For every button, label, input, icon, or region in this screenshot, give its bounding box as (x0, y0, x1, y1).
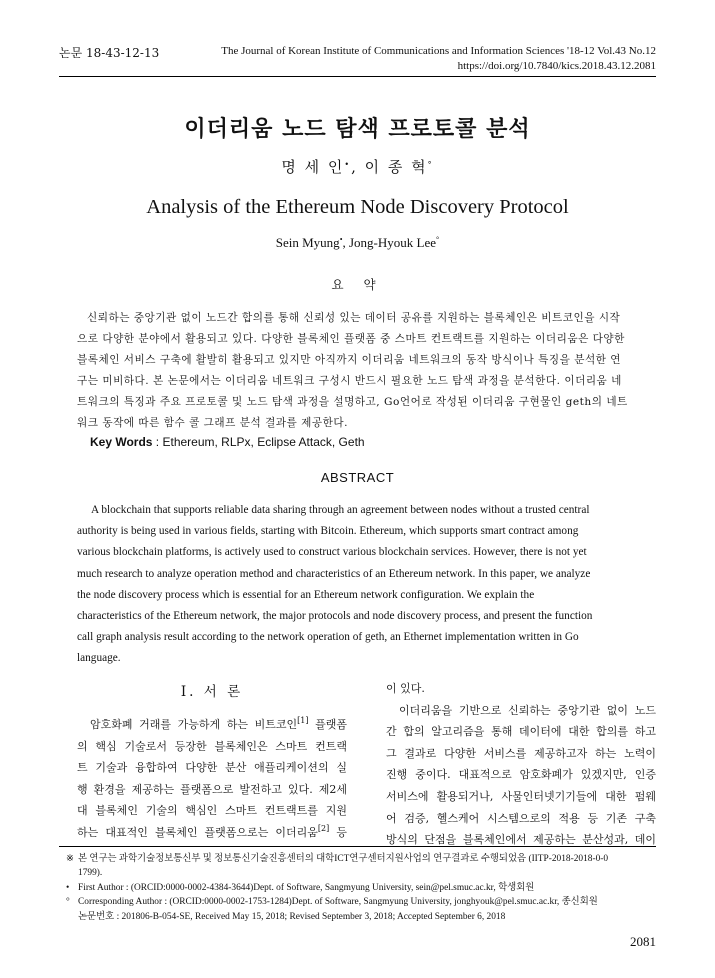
authors-english (0, 235, 715, 251)
author-separator: , (342, 235, 349, 250)
journal-header (221, 44, 656, 74)
abstract-en-line: authority is being used in various fields, starting with Bitcoin. Ethereum, which supports smart contract among (77, 525, 579, 538)
first-author-mark: • (344, 160, 352, 169)
abstract-ko-line: 으로 다양한 분야에서 활용되고 있다. 다양한 블록체인 플랫폼 중 스마트 컨트랙트를 지원하는 이더리움은 다양한 (77, 333, 625, 345)
footnote-mark: • (66, 882, 70, 893)
abstract-en-line: various blockchain platforms, is actively used to construct various blockchain services. However, there is not yet (77, 546, 587, 559)
author-1-ko: 명 세 인 (281, 158, 345, 176)
header-rule (59, 76, 656, 77)
body-line: 그 결과로 다양한 서비스를 제공하고자 하는 노력이 (386, 746, 656, 760)
abstract-en-line: call graph analysis result according to the network operation of geth, an Ethernet implementation written in Go (77, 631, 579, 644)
keywords-list: Ethereum, RLPx, Eclipse Attack, Geth (162, 435, 365, 449)
footnote-line: First Author : (ORCID:0000-0002-4384-3644)Dept. of Software, Sangmyung University, sein@pel.smuc.ac.kr, 학생회원 (78, 882, 535, 893)
body-line: 암호화폐 거래를 가능하게 하는 비트코인[1] 플랫폼 (90, 716, 347, 731)
body-line: 의 핵심 기술로서 등장한 블록체인은 스마트 컨트랙 (77, 739, 347, 753)
footnote-rule (59, 846, 656, 847)
citation-ref: [2] (317, 823, 330, 833)
body-line: 이더리움을 기반으로 신뢰하는 중앙기관 없이 노드 (399, 703, 656, 717)
body-line: 진행 중이다. 대표적으로 암호화폐가 있겠지만, 인증 (386, 768, 656, 782)
abstract-en-heading: ABSTRACT (320, 470, 395, 485)
page-number: 2081 (630, 934, 656, 949)
footnote-mark: ° (66, 897, 70, 908)
abstract-ko-line: 트워크의 특징과 주요 프로토콜 및 노드 탐색 과정을 설명하고, Go언어로 작성된 이더리움 구현물인 geth의 네트 (77, 396, 628, 408)
abstract-en-line: the node discovery process which is essential for an Ethereum network configuration. We explain the (77, 588, 535, 601)
author-separator: , (351, 158, 365, 176)
abstract-ko-line: 블록체인 서비스 구축에 활발히 활용되고 있지만 아직까지 이더리움 네트워크의 동작 방식이나 특징을 분석한 연 (77, 354, 622, 366)
doi-link[interactable]: https://doi.org/10.7840/kics.2018.43.12.2081 (457, 60, 656, 72)
body-line: 간 합의 알고리즘을 통해 데이터에 대한 합의를 하고 (386, 725, 656, 739)
author-2-en: Jong-Hyouk Lee (349, 235, 437, 250)
footnote-line: 본 연구는 과학기술정보통신부 및 정보통신기술진흥센터의 대학ICT연구센터지원사업의 연구결과로 수행되었음 (IITP-2018-2018-0-0 (78, 854, 609, 864)
citation-ref: [1] (297, 716, 309, 725)
abstract-english (77, 500, 656, 670)
funding-footnote (66, 852, 666, 881)
body-line: 하는 대표적인 블록체인 플랫폼으로는 이더리움[2] 등 (77, 823, 347, 839)
title-english: Analysis of the Ethereum Node Discovery Protocol (146, 196, 569, 218)
body-line: 트 기술과 융합하여 다양한 분산 애플리케이션의 실 (77, 761, 347, 775)
abstract-korean (77, 308, 656, 434)
section-heading: Ⅰ. 서 론 (180, 684, 244, 700)
body-line: 방식의 단점을 블록체인에서 제공하는 분산성과, 데이 (386, 833, 656, 847)
abstract-en-line: A blockchain that supports reliable data sharing through an agreement between nodes without a trusted central (91, 504, 590, 516)
first-author-mark: • (339, 235, 343, 244)
first-author-footnote (66, 881, 666, 895)
body-line: 대 블록체인 기술의 핵심인 스마트 컨트랙트를 지원 (77, 804, 347, 818)
footnote-line: 1799). (78, 868, 103, 879)
keywords (90, 435, 365, 449)
abstract-en-line: characteristics of the Ethereum network, the major protocols and node discovery process, and present the function (77, 610, 593, 623)
abstract-en-line: language. (77, 652, 121, 665)
title-korean: 이더리움 노드 탐색 프로토콜 분석 (184, 116, 531, 142)
abstract-ko-line: 신뢰하는 중앙기관 없이 노드간 합의를 통해 신뢰성 있는 데이터 공유를 지원하는 블록체인은 비트코인을 시작 (87, 312, 621, 324)
corresponding-author-footnote (66, 895, 666, 924)
footnote-mark: ※ (66, 854, 74, 864)
footnote-line: Corresponding Author : (ORCID:0000-0002-1753-1284)Dept. of Software, Sangmyung University, jonghyouk@pel.smuc.ac.kr, 종신회원 (78, 897, 598, 908)
journal-name: The Journal of Korean Institute of Communications and Information Sciences '18-12 Vol.43 No.12 (221, 45, 656, 57)
abstract-en-line: much research to analyze operation method and characteristics of an Ethereum network. In this paper, we analyze (77, 567, 591, 580)
author-1-en: Sein Myung (275, 235, 340, 250)
abstract-ko-heading: 요 약 (331, 277, 384, 292)
body-column-right (386, 678, 656, 851)
corresponding-author-mark: ° (427, 160, 434, 169)
corresponding-author-mark: ° (436, 235, 440, 244)
keywords-separator: : (152, 435, 163, 449)
paper-id: 논문 18-43-12-13 (59, 46, 160, 60)
keywords-label: Key Words (90, 435, 153, 449)
body-column-left (77, 714, 347, 844)
body-line: 서비스에 활용되거나, 사물인터넷기기들에 대한 펌웨 (386, 789, 656, 803)
abstract-ko-line: 구는 미비하다. 본 논문에서는 이더리움 네트워크 구성시 반드시 필요한 노드 탐색 과정을 분석한다. 이더리움 네 (77, 375, 622, 387)
footnotes (66, 852, 666, 924)
abstract-ko-line: 워크 동작에 따른 함수 콜 그래프 분석 결과를 제공한다. (77, 417, 348, 429)
authors-korean (0, 156, 715, 177)
body-line: 행 환경을 제공하는 플랫폼으로 발전하고 있다. 제2세 (77, 782, 347, 796)
body-line: 이 있다. (386, 682, 425, 695)
footnote-line: 논문번호 : 201806-B-054-SE, Received May 15, 2018; Revised September 3, 2018; Accepted September 6, 2018 (78, 911, 506, 922)
body-line: 어 검증, 헬스케어 시스템으로의 적용 등 기존 구축 (386, 811, 656, 825)
author-2-ko: 이 종 혁 (364, 158, 428, 176)
